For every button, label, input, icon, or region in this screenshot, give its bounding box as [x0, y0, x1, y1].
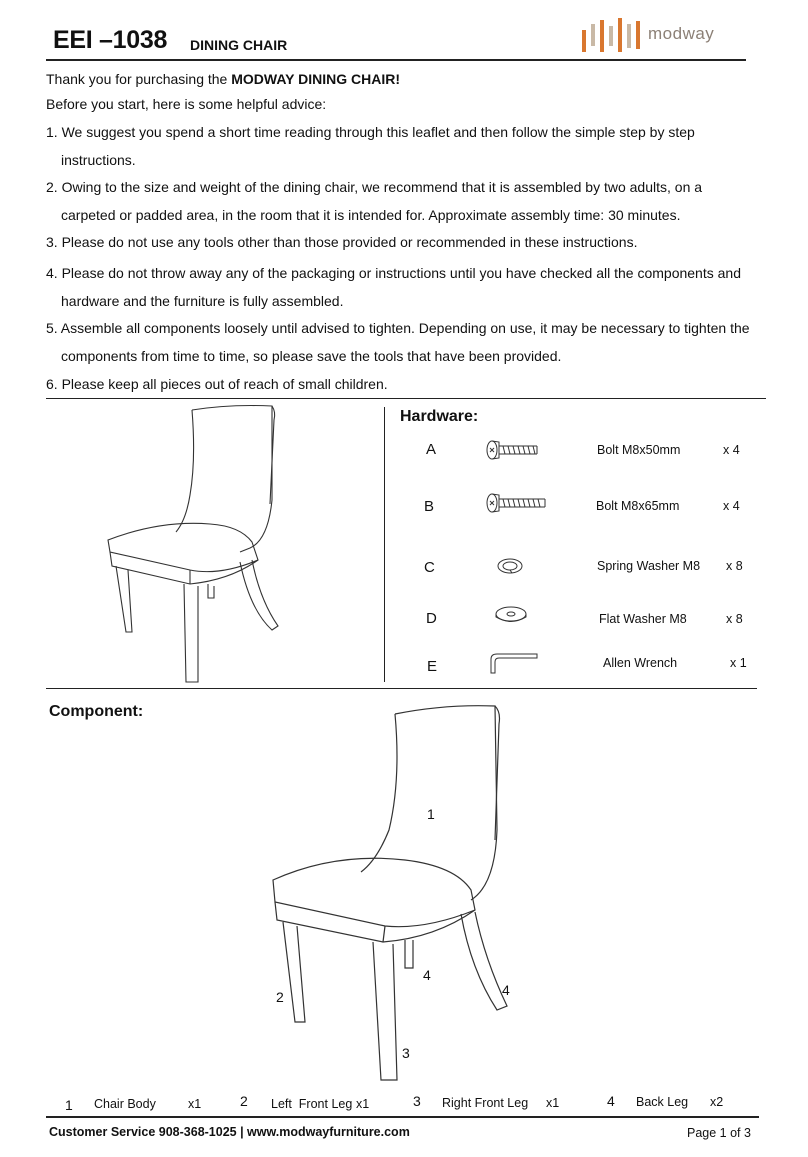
hardware-title: Hardware:	[400, 408, 479, 425]
hardware-name-b: Bolt M8x65mm	[596, 499, 680, 513]
hardware-letter-a: A	[426, 441, 437, 458]
short-bolt-icon	[485, 437, 541, 463]
callout-2: 2	[276, 989, 284, 1005]
hardware-qty-c: x 8	[726, 559, 743, 573]
thanks-product: MODWAY DINING CHAIR!	[231, 71, 401, 87]
footer-rule	[46, 1116, 759, 1118]
hardware-name-a: Bolt M8x50mm	[597, 443, 681, 457]
legend-2-qty: x1	[356, 1097, 370, 1111]
legend-3-name: Right Front Leg	[442, 1096, 529, 1110]
hardware-letter-d: D	[426, 610, 437, 627]
thanks-prefix: Thank you for purchasing the	[46, 71, 232, 87]
instruction-2-line1: 2. Owing to the size and weight of the dining chair, we recommend that it is assembled by two adults, on a	[46, 179, 703, 195]
instruction-1-line1: 1. We suggest you spend a short time reading through this leaflet and then follow the simple step by step	[46, 124, 695, 140]
hardware-name-c: Spring Washer M8	[597, 559, 701, 573]
callout-4-right: 4	[502, 982, 510, 998]
callout-3: 3	[402, 1045, 410, 1061]
chair-component-illustration	[265, 700, 525, 1090]
logo-wordmark: modway	[648, 24, 715, 43]
document-code: EEI –1038	[53, 26, 168, 54]
hardware-qty-b: x 4	[723, 499, 740, 513]
component-title: Component:	[49, 703, 144, 720]
section-rule-top	[46, 398, 766, 399]
logo-bars-icon	[578, 16, 648, 56]
instruction-3-line1: 3. Please do not use any tools other than those provided or recommended in these instructions.	[46, 234, 638, 250]
spring-washer-icon	[496, 556, 526, 576]
instruction-4-line1: 4. Please do not throw away any of the packaging or instructions until you have checked all the components and	[46, 265, 741, 281]
hardware-qty-e: x 1	[730, 656, 747, 670]
section-divider-vertical	[384, 407, 385, 682]
legend-4-qty: x2	[710, 1095, 724, 1109]
instruction-4-line2: hardware and the furniture is fully assembled.	[61, 293, 344, 309]
instruction-1-line2: instructions.	[61, 152, 136, 168]
hardware-letter-e: E	[427, 658, 438, 675]
legend-3-qty: x1	[546, 1096, 560, 1110]
hardware-name-e: Allen Wrench	[603, 656, 678, 670]
thanks-line	[46, 72, 400, 86]
hardware-letter-b: B	[424, 498, 435, 515]
long-bolt-icon	[485, 490, 549, 516]
product-name: DINING CHAIR	[190, 37, 288, 53]
header-rule	[46, 59, 746, 61]
hardware-letter-c: C	[424, 559, 435, 576]
legend-1-name: Chair Body	[94, 1097, 156, 1111]
callout-4-left: 4	[423, 967, 431, 983]
legend-1-number: 1	[65, 1097, 73, 1113]
modway-logo	[578, 16, 728, 56]
legend-4-number: 4	[607, 1093, 615, 1109]
customer-service-info: Customer Service 908-368-1025 | www.modwayfurniture.com	[49, 1125, 410, 1139]
instruction-6-line1: 6. Please keep all pieces out of reach of small children.	[46, 376, 388, 392]
section-rule-bottom	[46, 688, 757, 689]
advice-line: Before you start, here is some helpful advice:	[46, 96, 327, 112]
allen-wrench-icon	[489, 651, 543, 677]
legend-2-number: 2	[240, 1093, 248, 1109]
hardware-name-d: Flat Washer M8	[599, 612, 687, 626]
legend-1-qty: x1	[188, 1097, 202, 1111]
hardware-qty-a: x 4	[723, 443, 740, 457]
flat-washer-icon	[494, 604, 530, 626]
page-number: Page 1 of 3	[687, 1126, 751, 1140]
hardware-qty-d: x 8	[726, 612, 743, 626]
legend-4-name: Back Leg	[636, 1095, 689, 1109]
callout-1: 1	[427, 806, 435, 822]
legend-2-name: Left Front Leg	[271, 1097, 353, 1111]
instruction-5-line2: components from time to time, so please save the tools that have been provided.	[61, 348, 562, 364]
instruction-5-line1: 5. Assemble all components loosely until advised to tighten. Depending on use, it may be necessary to tighten the	[46, 320, 750, 336]
legend-3-number: 3	[413, 1093, 421, 1109]
instruction-2-line2: carpeted or padded area, in the room that it is intended for. Approximate assembly time: 30 minutes.	[61, 207, 681, 223]
chair-overview-illustration	[100, 400, 290, 690]
